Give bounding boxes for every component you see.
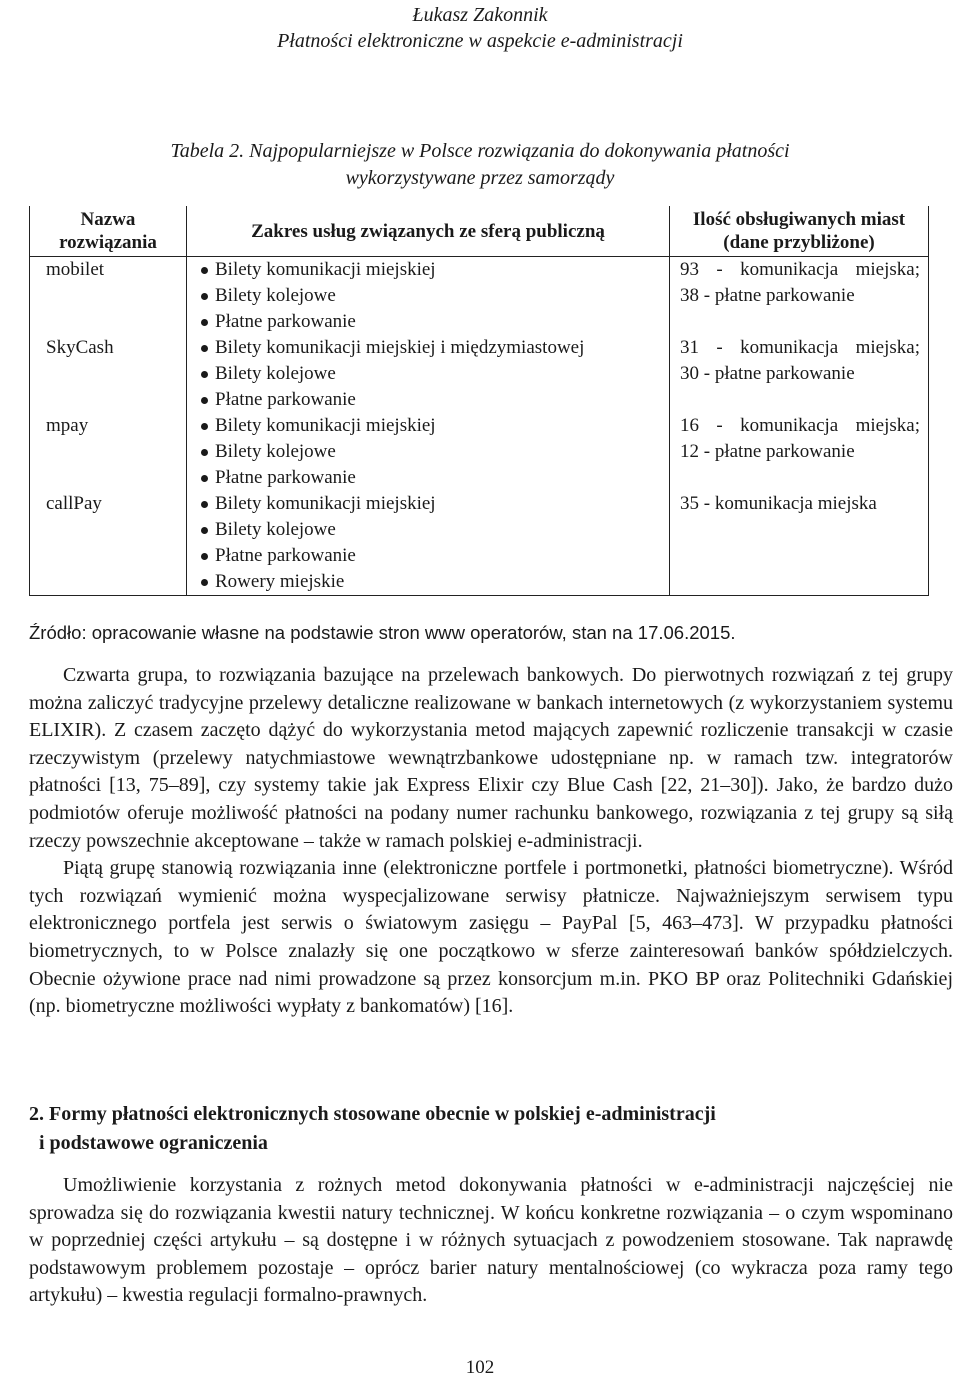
running-header (0, 2, 960, 54)
section-heading (29, 1100, 929, 1158)
column-header-cities: Ilość obsługiwanych miast (dane przybliżone) (670, 206, 929, 257)
paragraph: Czwarta grupa, to rozwiązania bazujące na przelewach bankowych. Do pierwotnych rozwiązań z tej grupy można zaliczyć tradycyjne przelewy detaliczne realizowane w bankach internetowych (z wykorzystaniem systemu ELIXIR). Z czasem zaczęto dążyć do wykorzystania metod mających zapewnić rozliczenie transakcji w czasie rzeczywistym (przelewy natychmiastowe wewnątrzbankowe udostępniane np. w ramach tzw. integratorów płatności [13, 75–89], czy systemy takie jak Express Elixir czy Blue Cash [22, 21–30]). Jako, że bardzo dużo podmiotów oferuje możliwość płatności na podany numer rachunku bankowego, rozwiązania z tej grupy są siłą rzeczy powszechnie akceptowane – także w ramach polskiej e-administracji. (29, 664, 953, 852)
header-title: Płatności elektroniczne w aspekcie e-administracji (277, 30, 683, 52)
table-row (30, 413, 929, 491)
paragraph: Piątą grupę stanowią rozwiązania inne (elektroniczne portfele i portmonetki, płatności biometryczne). Wśród tych rozwiązań wymienić można wyspecjalizowane serwisy płatnicze. Najważniejszym serwisem typu elektronicznego portfela jest serwis o światowym zasięgu – PayPal [5, 463–473]. W przypadku płatności biometrycznych, to w Polsce znalazły się one początkowo w sferze zainteresowań banków spółdzielczych. Obecnie ożywione prace nad nimi prowadzone są przez konsorcjum m.in. PKO BP oraz Politechniki Gdańskiej (np. biometryczne możliwości wypłaty z bankomatów) [16]. (29, 857, 953, 1018)
table-source: Źródło: opracowanie własne na podstawie stron www operatorów, stan na 17.06.2015. (29, 622, 736, 643)
table-caption (0, 138, 960, 192)
solution-name: SkyCash (30, 335, 187, 413)
solution-name: mobilet (30, 257, 187, 336)
services-cell (187, 413, 670, 491)
column-header-name: Nazwa rozwiązania (30, 206, 187, 257)
solution-name: mpay (30, 413, 187, 491)
column-header-services: Zakres usług związanych ze sferą publiczną (187, 206, 670, 257)
paragraph: Umożliwienie korzystania z rożnych metod dokonywania płatności w e-administracji najczęściej nie sprowadza się do rozwiązania kwestii natury technicznej. W końcu konkretne rozwiązania – o czym wspominano w poprzedniej części artykułu – są dostępne i w różnych sytuacjach z powodzeniem stosowane. Tak naprawdę podstawowym problemem pozostaje – oprócz barier natury mentalnościowej (co wykracza poza ramy tego artykułu) – kwestia regulacji formalno-prawnych. (29, 1174, 953, 1307)
list-item: Bilety komunikacji miejskiej i międzymiastowej (199, 335, 669, 361)
list-item: Płatne parkowanie (199, 387, 669, 413)
cities-cell: 93 - komunikacja miejska; 38 - płatne parkowanie (670, 257, 929, 336)
table-caption-line1: Tabela 2. Najpopularniejsze w Polsce rozwiązania do dokonywania płatności (170, 140, 790, 162)
table-caption-line2: wykorzystywane przez samorządy (345, 167, 615, 189)
table-row (30, 491, 929, 596)
list-item: Bilety komunikacji miejskiej (199, 491, 669, 517)
cities-cell: 35 - komunikacja miejska (670, 491, 929, 596)
table-row (30, 257, 929, 336)
services-cell (187, 257, 670, 336)
solution-name: callPay (30, 491, 187, 596)
section-heading-line1: 2. Formy płatności elektronicznych stosowane obecnie w polskiej e-administracji (29, 1103, 716, 1125)
cities-cell: 31 - komunikacja miejska; 30 - płatne parkowanie (670, 335, 929, 413)
list-item: Bilety kolejowe (199, 439, 669, 465)
list-item: Rowery miejskie (199, 569, 669, 595)
list-item: Bilety komunikacji miejskiej (199, 257, 669, 283)
list-item: Bilety komunikacji miejskiej (199, 413, 669, 439)
list-item: Bilety kolejowe (199, 517, 669, 543)
list-item: Płatne parkowanie (199, 465, 669, 491)
body-text-lower (29, 1172, 953, 1310)
header-author: Łukasz Zakonnik (412, 4, 548, 26)
services-cell (187, 335, 670, 413)
body-text-upper (29, 662, 953, 1021)
page-number: 102 (465, 1357, 495, 1378)
table-row (30, 335, 929, 413)
table-header-row (30, 206, 929, 257)
list-item: Bilety kolejowe (199, 283, 669, 309)
list-item: Płatne parkowanie (199, 309, 669, 335)
cities-cell: 16 - komunikacja miejska; 12 - płatne parkowanie (670, 413, 929, 491)
payment-solutions-table (29, 206, 929, 596)
section-heading-line2: i podstawowe ograniczenia (39, 1132, 268, 1154)
list-item: Płatne parkowanie (199, 543, 669, 569)
services-cell (187, 491, 670, 596)
list-item: Bilety kolejowe (199, 361, 669, 387)
